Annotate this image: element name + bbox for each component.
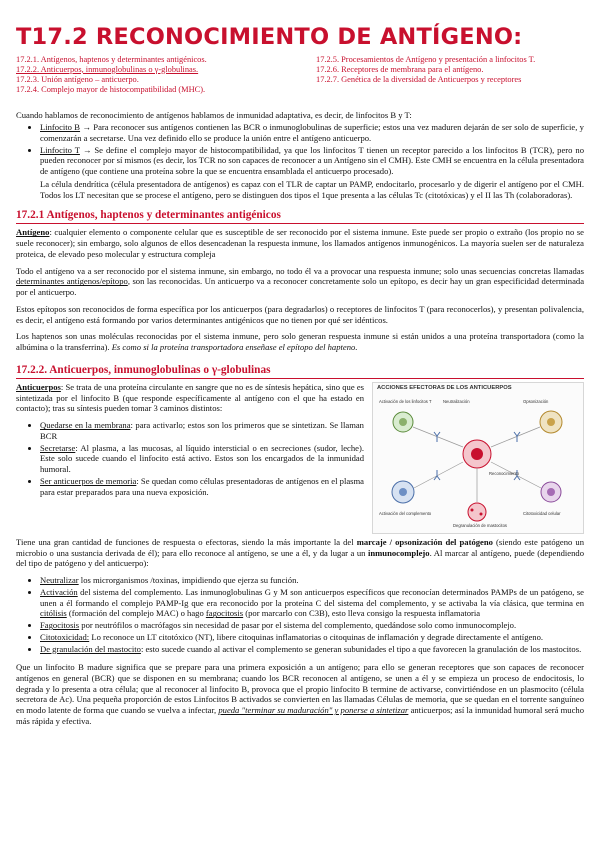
list-item (40, 443, 364, 475)
list-item (40, 476, 364, 497)
function-term: citólisis (40, 608, 67, 619)
function-text: : esto sucede cuando al activar el complemento se generan subunidades el tipo a que favorecen la granulación de los mastocitos. (140, 643, 582, 654)
paragraph-text: Los haptenos son unas moléculas reconocidas por el sistema inmune, pero solo generan respuesta inmune si están unidos a una proteína transportadora (como la albúmina o la transferrina). (16, 331, 584, 353)
list-item (40, 632, 584, 643)
list-item (40, 587, 584, 619)
paragraph-text: : cualquier elemento o componente celular que es susceptible de ser reconocido por el sistema inmune. Este puede ser propio o extraño (los propio no se suele reconocer); sin embargo, solo algunos de ellos desencadenan la respuesta inmune, los llamados antígenos inmunogénicos. La mayoría suelen ser de naturaleza proteica, de elevado peso molecular y estructura compleja (16, 227, 584, 259)
antibody-effector-figure (372, 382, 584, 534)
figure-title: ACCIONES EFECTORAS DE LOS ANTICUERPOS (377, 384, 512, 391)
toc-item[interactable]: 17.2.1. Antígenos, haptenos y determinantes antigénicos. (16, 54, 207, 64)
toc-left-column (16, 55, 316, 96)
function-text: del sistema del complemento. Las inmunoglobulinas G y M son anticuerpos específicos que reconocían determinados PAMPs de un patógeno, se unen a él formando el complejo PAMP-Ig que era reconocido por la proteína C del sistema del complemento, y se activaba la vía clásica, que termina en (40, 586, 584, 608)
path-text: : Se quedan como células presentadoras de antígenos en el plasma para estar preparados para una nueva exposición. (40, 475, 365, 497)
list-item (40, 420, 364, 441)
section-heading-2: 17.2.2. Anticuerpos, inmunoglobulinas o γ-globulinas (16, 363, 584, 379)
paragraph (16, 331, 584, 352)
cell-icon (541, 482, 561, 502)
list-item-text: → Se define el complejo mayor de histocompatibilidad, ya que los linfocitos T tienen un receptor parecido a los linfocitos B (TCR), pero no pueden reconocer por sí mismos (es decir, los TCR no son capaces de reconocer a un Antígeno sin el CMH). Este CMH se encuentra en la célula presentadora de antígeno (que contiene una proteína sobre la que se encuentra ensamblada el anticuerpo procesado). (40, 144, 584, 177)
pathogen-icon (463, 440, 491, 468)
paragraph (16, 382, 364, 414)
cell-icon (540, 411, 562, 433)
function-label: De granulación del mastocito (40, 643, 141, 654)
figure-label: Degranulación de mastocitos (453, 522, 508, 528)
path-text: : para activarlo; estos son los primeros que se sintetizan. Se llaman BCR (40, 420, 364, 441)
list-item (40, 122, 584, 143)
list-item (40, 644, 584, 655)
intro-section (16, 110, 584, 201)
figure-label: Citotoxicidad celular (523, 510, 561, 516)
function-text: (formación del complejo MAC) o hago (66, 608, 206, 619)
function-text: Lo reconoce un LT citotóxico (NT), libere citoquinas inflamatorias o citoquinas de inflamación y degrade directamente el antígeno. (89, 631, 544, 642)
paragraph-text: . Al marcar al antígeno, puede (dependiendo del tipo de patógeno y del anticuerpo): (16, 547, 585, 569)
toc-item[interactable]: 17.2.4. Complejo mayor de histocompatibilidad (MHC). (16, 85, 206, 95)
lymphocyte-list (16, 122, 584, 200)
function-label: Neutralizar (40, 575, 79, 586)
emphasis-phrase: pueda "terminar su maduración" y ponerse a sintetizar (218, 705, 409, 716)
section-heading-1: 17.2.1 Antígenos, haptenos y determinantes antigénicos (16, 208, 584, 224)
document-page (16, 0, 584, 727)
linfocito-b-label: Linfocito B (40, 122, 81, 133)
figure-illustration (373, 392, 581, 530)
toc-item[interactable]: 17.2.5. Procesamientos de Antígeno y presentación a linfocitos T. (316, 54, 536, 64)
paragraph (16, 227, 584, 259)
function-term: fagocitosis (205, 608, 244, 619)
antigeno-term: Antígeno (16, 227, 50, 238)
section2-body (16, 382, 584, 534)
list-item (40, 145, 584, 201)
function-text: (por marcarlo con C3B), esto lleva consigo la respuesta inflamatoria (243, 608, 481, 619)
figure-label: Activación del complemento (379, 510, 432, 516)
page-title: T17.2 RECONOCIMIENTO DE ANTÍGENO: (16, 24, 523, 50)
toc-item[interactable]: 17.2.3. Unión antígeno – anticuerpo. (16, 75, 139, 84)
paragraph-text: anticuerpos; así la inmunidad humoral será mucho más rápida y efectiva. (16, 705, 585, 726)
epitope-term: determinantes antígenos/epítopo (16, 276, 128, 287)
table-of-contents (16, 55, 584, 96)
path-text: : Al plasma, a las mucosas, al líquido intersticial o en secreciones (sudor, leche). Este solo sucede cuando el linfocito está activo. Estos son los encargados de la inmunidad humoral. (40, 442, 364, 475)
opsonization-term: marcaje / opsonización del patógeno (356, 536, 493, 547)
figure-label: Opsonización (523, 398, 549, 404)
list-item-continuation: La célula dendrítica (célula presentadora de antígenos) es capaz con el TLR de captar un PAMP, endocitarlo, procesarlo y de digerir el antígeno por el CMH. Todos los LT necesitan que se procese el antígeno, pero se distinguen dos tipos el 1que presenta a las células Tc (citotóxicas) y el II las Th (colaboradoras). (40, 178, 584, 200)
list-item-text: → Para reconocer sus antígenos contienen las BCR o inmunoglobulinas de superficie; estos una vez maduren dejarán de ser solo de superficie, y comenzarán a secretarse. Una vez definido ello se produce la unión entre el antígeno anticuerpo. (40, 122, 584, 143)
list-item (40, 620, 584, 631)
paragraph-text: Todo el antígeno va a ser reconocido por el sistema inmune, sin embargo, no todo él va a provocar una respuesta inmune; solo unas secuencias concretas llamadas (16, 265, 584, 276)
paragraph-text: Que un linfocito B madure significa que se prepare para una primera exposición a un antígeno; para ello se generan receptores que son capaces de reconocer antígenos en general (BCR) que se disponen en su membrana; cuando los BCR reconocen al antígeno, se unen a él y se empieza un proceso de endocitosis, lo degrada y lo presenta a otra célula; que al reconocer al linfocito B, provoca que el propio linfocito B termine de activarse, convirtiéndose en un plasmocito (célula secretora de Ac). Una pequeña proporción de estos Linfocitos B activados se convierten en las llamadas Células de memoria, que se quedan en el torrente sanguíneo en modo latente de forma que cuando se vuelva a infectar, (16, 662, 584, 716)
toc-right-column (316, 55, 584, 96)
paragraph-text: Tiene una gran cantidad de funciones de respuesta o efectoras, siendo la más importante la del (16, 536, 357, 547)
section2-text-column (16, 382, 364, 534)
immunocomplex-term: inmunocomplejo (367, 547, 430, 558)
italic-note: Es como si la proteína transportadora enseñase el epítopo del hapteno. (111, 342, 358, 353)
path-label: Quedarse en la membrana (40, 420, 131, 431)
figure-label: Activación de los linfocitos T (379, 398, 432, 404)
figure-label: Reconocimiento (489, 470, 520, 476)
cell-icon (392, 481, 414, 503)
antibody-functions-list (16, 575, 584, 654)
closing-paragraph (16, 662, 584, 726)
paragraph (16, 537, 584, 569)
function-label: Fagocitosis (40, 620, 80, 631)
function-label: Citotoxicidad: (40, 631, 90, 642)
cell-icon (393, 412, 413, 432)
function-text: los microrganismos /toxinas, impidiendo que ejerza su función. (78, 575, 299, 586)
paragraph-text: : Se trata de una proteína circulante en sangre que no es de síntesis hepática, sino que es sintetizada por el linfocito B (que responde específicamente al antígeno con el que ha estado en contacto); tras su síntesis pueden tomar 3 caminos distintos: (16, 381, 364, 414)
path-label: Secretarse (40, 442, 76, 453)
list-item (40, 575, 584, 586)
function-text: por neutrófilos o macrófagos sin necesidad de pasar por el sistema del complemento, quedándose solo como inmunocomplejo. (79, 620, 517, 631)
paragraph-text: , son las reconocidas. Un anticuerpo va a reconocer concretamente solo un epítopo, es decir hay un gran especificidad determinada por el anticuerpo. (16, 276, 585, 298)
toc-item[interactable]: 17.2.6. Receptores de membrana para el antígeno. (316, 64, 484, 74)
linfocito-t-label: Linfocito T (40, 144, 80, 155)
figure-label: Neutralización (443, 398, 470, 404)
path-label: Ser anticuerpos de memoria (40, 475, 137, 486)
antibody-paths-list (16, 420, 364, 497)
anticuerpos-term: Anticuerpos (16, 381, 61, 392)
paragraph: Estos epítopos son reconocidos de forma específica por los anticuerpos (para degradarlos) o receptores de linfocitos T (para reconocerlos), y presentan polivalencia, es decir, el antígeno está formando por varios determinantes antigénicos que no tienen por qué ser idénticos. (16, 303, 584, 325)
intro-lead: Cuando hablamos de reconocimiento de antígenos hablamos de inmunidad adaptativa, es decir, de linfocitos B y T: (16, 109, 412, 120)
toc-item[interactable]: 17.2.2. Anticuerpos, inmunoglobulinas o γ-globulinas. (16, 64, 199, 74)
toc-item[interactable]: 17.2.7. Genética de la diversidad de Anticuerpos y receptores (316, 75, 522, 84)
cell-icon (468, 503, 486, 521)
function-label: Activación (40, 586, 78, 597)
paragraph-text: (siendo este patógeno un microbio o una sustancia derivada de él); para ello reconoce al antígeno, se une a él, y da lugar a un (16, 536, 584, 558)
paragraph (16, 266, 584, 298)
